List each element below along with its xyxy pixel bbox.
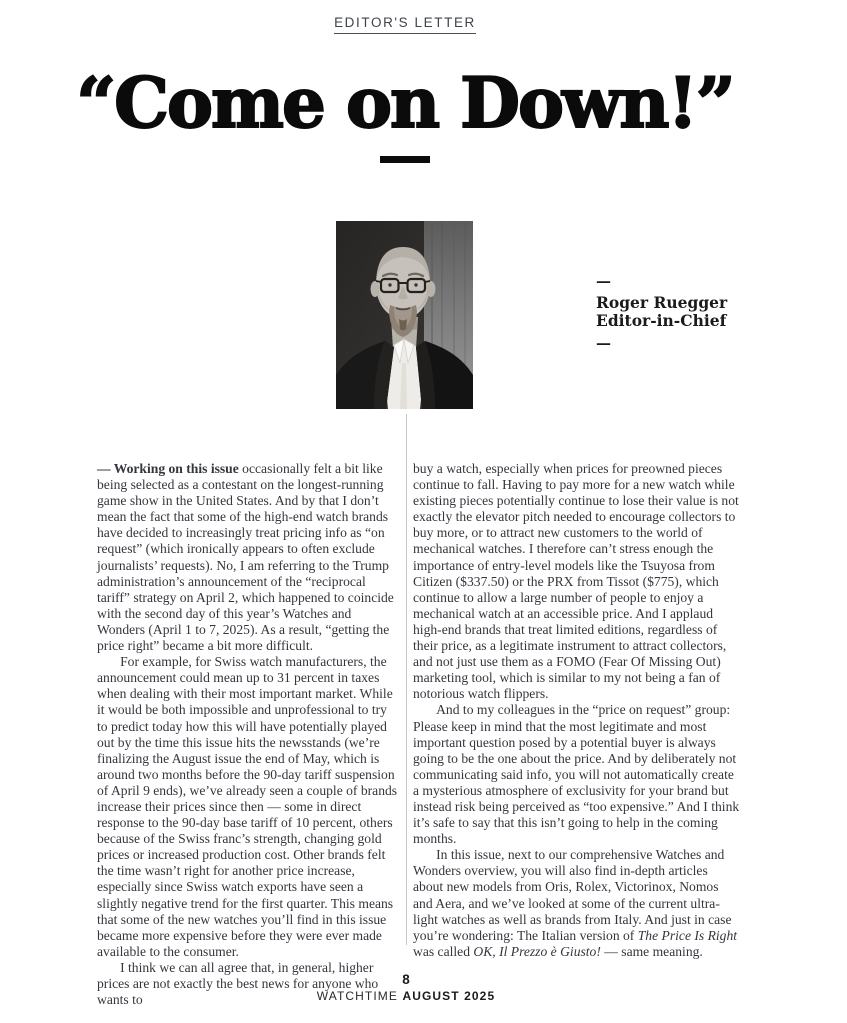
title-rule (380, 156, 430, 163)
footer-magazine-line (0, 989, 812, 1003)
page-number: 8 (402, 972, 410, 987)
page-footer (0, 972, 812, 1003)
article-paragraph: I think we can all agree that, in general, higher prices are not exactly the best news for anyone who wants to (97, 959, 379, 1008)
portrait-illustration (336, 221, 473, 409)
article-column-left (97, 461, 400, 1008)
page-title: “Come on Down!” (76, 63, 734, 144)
byline-block (596, 274, 727, 350)
section-kicker-wrap (0, 14, 810, 34)
section-kicker: EDITOR'S LETTER (334, 15, 476, 34)
byline-top-dash: — (596, 272, 611, 290)
article-paragraph: For example, for Swiss watch manufacturers, the announcement could mean up to 31 percent in taxes when dealing with their most important market. While it would be both impossible and unprofessional to try to predict today how this will have potentially played out by the time this issue hits the newsstands (we’re finalizing the August issue the end of May, which is around two months before the 90-day tariff suspension of April 9 ends), we’ve already seen a couple of brands increase their prices since then — some in direct response to the 90-day base tariff of 10 percent, others because of the Swiss franc’s strength, changing gold prices or increased production cost. Other brands felt the time wasn’t right for another price increase, especially since Swiss watch exports have seen a slightly negative trend for the first quarter. This means that some of the new watches you’ll find in this issue became more expensive before they were ever made available to the consumer. (97, 654, 398, 959)
byline-author-name: Roger Ruegger (596, 293, 728, 312)
article-body (97, 461, 741, 1008)
magazine-name: WATCHTIME (316, 989, 398, 1003)
byline-bottom-dash: — (596, 334, 611, 352)
portrait-photo (336, 221, 473, 409)
byline-author-role: Editor-in-Chief (596, 310, 727, 330)
article-paragraph: In this issue, next to our comprehensive Watches and Wonders overview, you will also find in-depth articles about new models from Oris, Rolex, Victorinox, Nomos and Aera, and we’ve looked at some of the current ultra-light watches as well as brands from Italy. And just in case you’re wondering: The Italian version of The Price Is Right was called OK, Il Prezzo è Giusto! — same meaning. (413, 847, 738, 959)
article-paragraph: buy a watch, especially when prices for preowned pieces continue to fall. Having to pay more for a new watch while existing pieces potentially continue to lose their value is not exactly the elevator pitch needed to encourage collectors to buy more, or to attract new customers to the world of mechanical watches. I therefore can’t stress enough the importance of entry-level models like the Tsuyosa from Citizen ($337.50) or the PRX from Tissot ($775), which continue to allow a large number of people to enjoy a mechanical watch at an accessible price. And I applaud high-end brands that treat limited editions, regardless of their price, as a legitimate instrument to attract collectors, and not just use them as a FOMO (Fear Of Missing Out) marketing tool, which is similar to my not being a fan of notorious watch flippers. (413, 461, 739, 702)
article-paragraph: — Working on this issue occasionally felt a bit like being selected as a contestant on the longest-running game show in the United States. And by that I don’t mean the fact that some of the high-end watch brands have decided to increasingly treat pricing info as “on request” (which ironically appears to often exclude journalists’ requests). No, I am referring to the Trump administration’s announcement of the “reciprocal tariff” strategy on April 2, which happened to coincide with the second day of this year’s Watches and Wonders (April 1 to 7, 2025). As a result, “getting the price right” became a bit more difficult. (97, 461, 394, 654)
issue-date: AUGUST 2025 (402, 989, 496, 1003)
article-paragraph: And to my colleagues in the “price on request” group: Please keep in mind that the most legitimate and most important question posed by a potential buyer is always going to be the one about the price. And by deliberately not communicating said info, you will not automatically create a mysterious atmosphere of exclusivity for your brand but instead risk being perceived as “too expensive.” And I think it’s safe to say that this isn’t going to help in the coming months. (413, 702, 740, 847)
title-block (0, 63, 810, 163)
article-column-right (413, 461, 741, 1008)
